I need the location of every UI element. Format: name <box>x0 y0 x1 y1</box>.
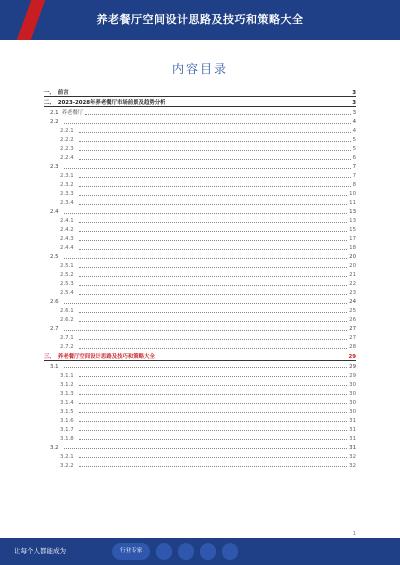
toc-entry-page: 4 <box>352 128 356 134</box>
toc-dot-leader <box>79 348 347 349</box>
toc-dot-leader <box>64 303 348 304</box>
toc-entry-number: 一、 <box>44 89 55 96</box>
toc-entry-page: 22 <box>349 281 356 287</box>
toc-entry-page: 3 <box>352 110 356 116</box>
toc-dot-leader <box>79 403 347 404</box>
toc-entry[interactable] <box>44 242 356 251</box>
toc-entry[interactable] <box>44 206 356 215</box>
toc-dot-leader <box>79 321 347 322</box>
toc-entry-page: 10 <box>349 191 356 197</box>
toc-entry-page: 30 <box>349 399 356 406</box>
toc-entry-number: 2.7.2 <box>60 344 74 350</box>
toc-entry[interactable] <box>44 406 356 415</box>
toc-dot-leader <box>79 457 347 458</box>
toc-entry-page: 31 <box>349 444 356 451</box>
toc-entry-page: 24 <box>349 299 356 305</box>
toc-entry-page: 23 <box>349 290 356 296</box>
toc-entry-label: 2023-2028年养老餐厅市场前景及趋势分析 <box>57 100 166 106</box>
toc-entry[interactable] <box>44 269 356 278</box>
toc-entry-number: 3.2 <box>50 444 59 451</box>
footer-pill <box>200 543 216 560</box>
toc-dot-leader <box>79 394 347 395</box>
toc-entry[interactable] <box>44 388 356 397</box>
toc-entry[interactable] <box>44 370 356 379</box>
toc-entry-page: 21 <box>349 272 356 278</box>
toc-entry[interactable] <box>44 107 356 116</box>
toc-entry-number: 2.6.2 <box>60 317 74 323</box>
toc-dot-leader <box>64 258 348 259</box>
toc-dot-leader <box>79 439 347 440</box>
toc-dot-leader <box>79 421 347 422</box>
toc-list <box>44 86 356 469</box>
toc-entry-page: 20 <box>349 254 356 260</box>
toc-entry-page: 13 <box>349 209 356 215</box>
toc-dot-leader <box>79 132 351 133</box>
toc-entry-page: 17 <box>349 236 356 242</box>
toc-entry[interactable] <box>44 86 356 97</box>
toc-entry-number: 2.2.4 <box>60 155 74 161</box>
toc-entry-number: 2.4.1 <box>60 218 74 224</box>
toc-entry[interactable] <box>44 134 356 143</box>
toc-entry-page: 8 <box>352 182 356 188</box>
toc-entry[interactable] <box>44 332 356 341</box>
footer-pill: 行业专家 <box>112 543 150 560</box>
toc-dot-leader <box>79 150 351 151</box>
toc-entry[interactable] <box>44 379 356 388</box>
toc-entry-number: 3.1.4 <box>60 399 74 406</box>
toc-entry-number: 2.5.3 <box>60 281 74 287</box>
toc-entry-page: 27 <box>349 335 356 341</box>
toc-entry-number: 2.1 <box>50 110 59 116</box>
toc-entry[interactable] <box>44 460 356 469</box>
toc-entry-page: 25 <box>349 308 356 314</box>
toc-entry[interactable] <box>44 224 356 233</box>
toc-entry-page: 13 <box>349 218 356 224</box>
toc-dot-leader <box>79 376 347 377</box>
toc-dot-leader <box>79 141 351 142</box>
toc-entry-page: 31 <box>349 417 356 424</box>
toc-entry-number: 2.5.4 <box>60 290 74 296</box>
toc-entry-page: 15 <box>349 227 356 233</box>
toc-entry[interactable] <box>44 179 356 188</box>
toc-entry-number: 3.2.1 <box>60 453 74 460</box>
toc-entry-page: 18 <box>349 245 356 251</box>
toc-entry[interactable] <box>44 188 356 197</box>
toc-entry-number: 3.1.5 <box>60 408 74 415</box>
toc-entry[interactable] <box>44 296 356 305</box>
toc-entry-number: 2.5.1 <box>60 263 74 269</box>
toc-dot-leader <box>79 195 347 196</box>
toc-entry-page: 30 <box>349 381 356 388</box>
toc-entry[interactable] <box>44 170 356 179</box>
page-number: 1 <box>352 531 356 537</box>
toc-entry-number: 2.5 <box>50 254 59 260</box>
toc-entry[interactable] <box>44 97 356 108</box>
toc-dot-leader <box>79 249 347 250</box>
toc-dot-leader <box>79 177 351 178</box>
toc-entry-page: 7 <box>352 164 356 170</box>
toc-dot-leader <box>64 213 348 214</box>
toc-entry-number: 3.1.1 <box>60 372 74 379</box>
footer-pill <box>156 543 172 560</box>
toc-entry-page: 7 <box>352 173 356 179</box>
toc-entry[interactable] <box>44 260 356 269</box>
footer-slogan: 让每个人都能成为 <box>14 547 66 555</box>
toc-dot-leader <box>79 412 347 413</box>
toc-entry-number: 2.3.2 <box>60 182 74 188</box>
toc-entry-number: 2.2.1 <box>60 128 74 134</box>
toc-dot-leader <box>79 204 347 205</box>
toc-dot-leader <box>64 448 348 449</box>
toc-entry-number: 2.2 <box>50 119 59 125</box>
toc-entry-page: 20 <box>349 263 356 269</box>
toc-entry-number: 2.3 <box>50 164 59 170</box>
toc-entry[interactable] <box>44 278 356 287</box>
toc-dot-leader <box>79 294 347 295</box>
toc-entry-number: 2.3.4 <box>60 200 74 206</box>
toc-entry[interactable] <box>44 197 356 206</box>
toc-entry-page: 32 <box>349 453 356 460</box>
toc-entry[interactable] <box>44 233 356 242</box>
toc-entry[interactable] <box>44 415 356 424</box>
toc-entry-number: 2.7 <box>50 326 59 332</box>
toc-entry[interactable] <box>44 143 356 152</box>
toc-entry-number: 3.1.6 <box>60 417 74 424</box>
toc-entry-number: 二、 <box>44 100 55 106</box>
footer-pill <box>222 543 238 560</box>
toc-entry[interactable] <box>44 314 356 323</box>
toc-entry-label: 养老餐厅空间设计思路及技巧和策略大全 <box>57 353 155 360</box>
toc-entry-page: 5 <box>352 137 356 143</box>
toc-entry-page: 30 <box>349 390 356 397</box>
toc-dot-leader <box>64 168 351 169</box>
toc-entry-number: 3.1.3 <box>60 390 74 397</box>
toc-entry[interactable] <box>44 125 356 134</box>
toc-entry-number: 2.3.3 <box>60 191 74 197</box>
toc-entry[interactable] <box>44 424 356 433</box>
toc-dot-leader <box>79 385 347 386</box>
toc-dot-leader <box>64 123 351 124</box>
toc-entry-page: 6 <box>352 155 356 161</box>
toc-entry-number: 2.4 <box>50 209 59 215</box>
toc-entry-number: 2.4.2 <box>60 227 74 233</box>
toc-entry[interactable] <box>44 397 356 406</box>
toc-entry-number: 3.1.7 <box>60 426 74 433</box>
toc-dot-leader <box>79 186 351 187</box>
toc-entry[interactable] <box>44 116 356 125</box>
toc-dot-leader <box>79 276 347 277</box>
toc-entry-number: 3.1.8 <box>60 435 74 442</box>
toc-dot-leader <box>79 231 347 232</box>
toc-entry-number: 2.5.2 <box>60 272 74 278</box>
toc-entry-page: 29 <box>349 363 356 370</box>
toc-entry-page: 4 <box>352 119 356 125</box>
toc-entry[interactable] <box>44 451 356 460</box>
toc-entry-page: 5 <box>352 146 356 152</box>
toc-entry-page: 32 <box>349 462 356 469</box>
toc-entry[interactable] <box>44 161 356 170</box>
toc-dot-leader <box>85 114 350 115</box>
toc-entry-number: 2.7.1 <box>60 335 74 341</box>
toc-entry-number: 3.1.2 <box>60 381 74 388</box>
toc-entry-number: 2.2.3 <box>60 146 74 152</box>
toc-entry-page: 29 <box>349 372 356 379</box>
toc-entry[interactable] <box>44 287 356 296</box>
toc-entry[interactable] <box>44 152 356 161</box>
toc-entry[interactable] <box>44 215 356 224</box>
toc-entry-number: 2.3.1 <box>60 173 74 179</box>
toc-entry[interactable] <box>44 350 356 361</box>
toc-entry-label: 前言 <box>57 89 69 96</box>
toc-entry-page: 26 <box>349 317 356 323</box>
toc-entry[interactable] <box>44 433 356 442</box>
toc-entry-label: 养老餐厅 <box>61 110 84 116</box>
toc-entry-page: 11 <box>349 200 356 206</box>
toc-entry-number: 3.2.2 <box>60 462 74 469</box>
toc-entry[interactable] <box>44 442 356 451</box>
toc-entry-page: 28 <box>349 344 356 350</box>
toc-dot-leader <box>79 312 347 313</box>
toc-dot-leader <box>79 267 347 268</box>
toc-entry-number: 2.4.3 <box>60 236 74 242</box>
toc-entry-number: 2.6.1 <box>60 308 74 314</box>
toc-entry[interactable] <box>44 305 356 314</box>
footer-pill <box>178 543 194 560</box>
toc-dot-leader <box>79 222 347 223</box>
toc-entry-number: 2.4.4 <box>60 245 74 251</box>
toc-entry-page: 30 <box>349 408 356 415</box>
document-title: 养老餐厅空间设计思路及技巧和策略大全 <box>96 13 304 26</box>
toc-heading: 内容目录 <box>171 62 228 76</box>
toc-entry-page: 3 <box>352 100 356 106</box>
toc-entry-page: 27 <box>349 326 356 332</box>
toc-dot-leader <box>64 367 348 368</box>
toc-entry-number: 三、 <box>44 353 55 360</box>
toc-entry-page: 29 <box>348 353 356 360</box>
toc-dot-leader <box>79 430 347 431</box>
toc-entry[interactable] <box>44 361 356 370</box>
toc-entry-page: 3 <box>352 89 356 96</box>
toc-entry-number: 2.2.2 <box>60 137 74 143</box>
toc-entry[interactable] <box>44 251 356 260</box>
toc-dot-leader <box>79 240 347 241</box>
toc-entry-page: 31 <box>349 435 356 442</box>
toc-dot-leader <box>79 159 351 160</box>
toc-entry-number: 2.6 <box>50 299 59 305</box>
toc-entry-page: 31 <box>349 426 356 433</box>
toc-dot-leader <box>79 339 347 340</box>
toc-entry[interactable] <box>44 341 356 350</box>
toc-dot-leader <box>79 466 347 467</box>
toc-entry-number: 3.1 <box>50 363 59 370</box>
toc-dot-leader <box>79 285 347 286</box>
footer-pill-group <box>112 543 238 560</box>
toc-dot-leader <box>64 330 348 331</box>
toc-entry[interactable] <box>44 323 356 332</box>
